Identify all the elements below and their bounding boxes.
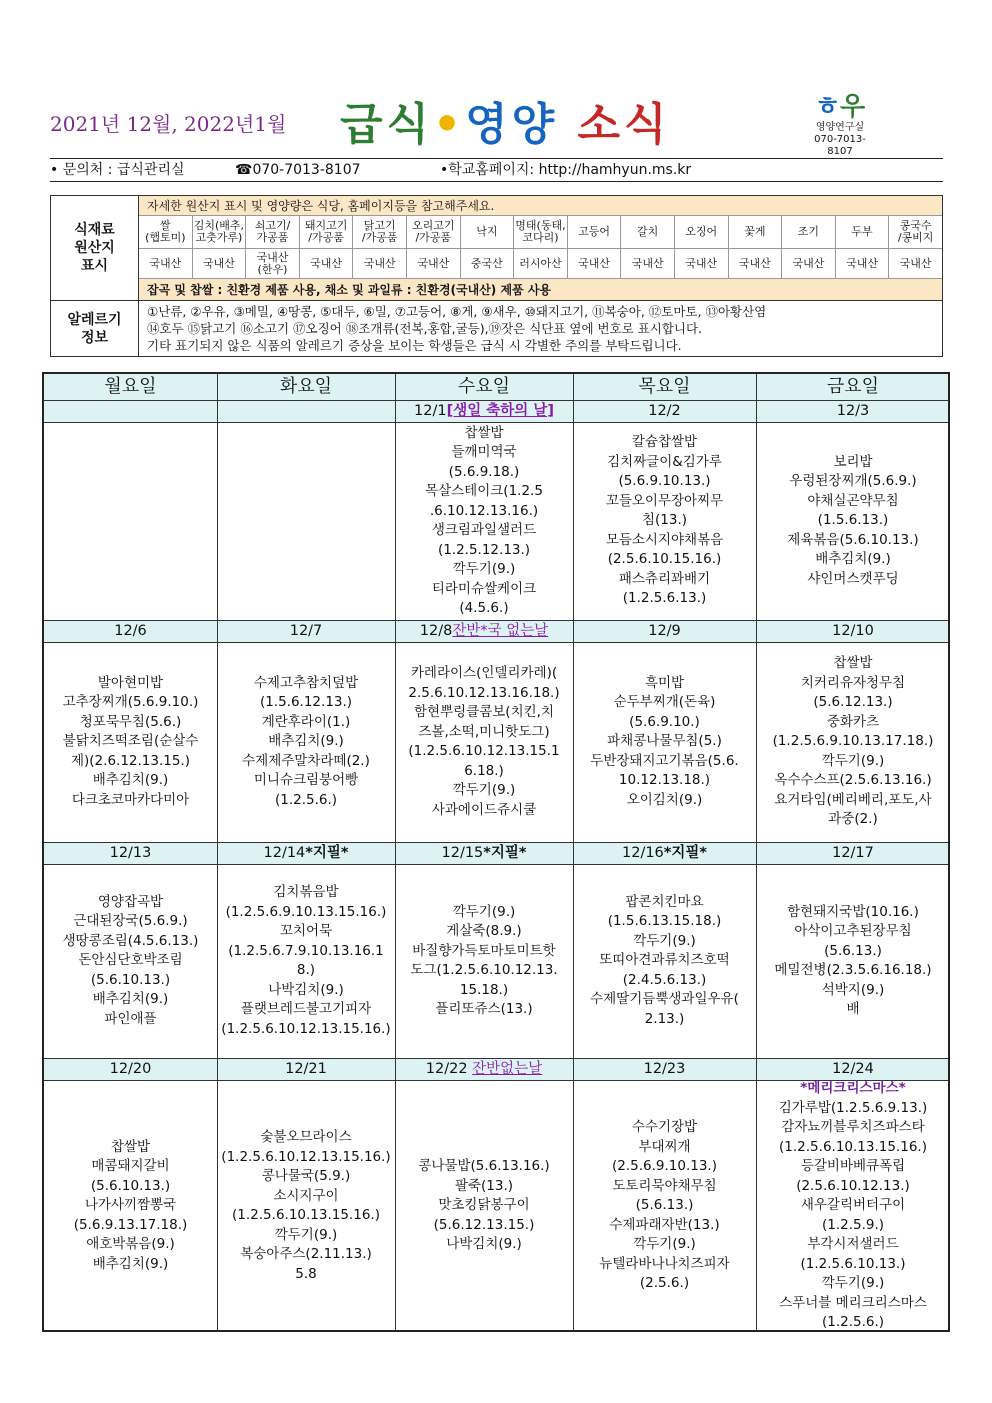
- origin-notice: 자세한 원산지 표시 및 영양량은 식당, 홈페이지등을 참고해주세요.: [139, 196, 942, 216]
- origin-value: 국내산: [675, 249, 729, 279]
- menu-item: (5.6.9.18.): [448, 463, 520, 480]
- origin-value: 국내산: [407, 249, 461, 279]
- menu-item: 15.18.): [459, 981, 509, 998]
- menu-item: (1.5.6.13.): [817, 512, 889, 529]
- weekday-header: 월요일: [104, 376, 157, 397]
- menu-item: 깍두기(9.): [452, 561, 516, 577]
- origin-item: 두부: [836, 216, 890, 249]
- menu-item: (2.5.6.10.12.13.): [796, 1177, 910, 1194]
- menu-item: (1.2.5.6.10.13.15.16.): [232, 1207, 380, 1223]
- menu-item: (2.5.6.9.10.13.): [612, 1158, 717, 1175]
- origin-item: 갈치: [621, 216, 675, 249]
- menu-item: 2.13.): [644, 1010, 685, 1027]
- origin-item: 낙지: [461, 216, 515, 249]
- origin-value: 국내산: [353, 249, 407, 279]
- contact-bar: [50, 158, 943, 182]
- menu-item: 깍두기(9.): [633, 1236, 696, 1253]
- menu-item: (2.5.6.10.15.16.): [607, 551, 722, 568]
- event-note: *지필*: [483, 845, 527, 861]
- origin-item: 조기: [782, 216, 836, 249]
- menu-item: 배추김치(9.): [815, 551, 891, 568]
- menu-item: 샤인머스캣푸딩: [807, 570, 899, 587]
- origin-allergy-box: [50, 195, 943, 357]
- menu-item: 배추김치(9.): [268, 733, 344, 750]
- event-note: *메리크리스마스*: [800, 1080, 906, 1097]
- menu-date: 12/3: [836, 403, 870, 419]
- daily-menu: [395, 422, 573, 620]
- origin-note: 잡곡 및 찹쌀 : 친환경 제품 사용, 채소 및 과일류 : 친환경(국내산) 제품 사용: [139, 279, 942, 301]
- menu-item: 플리또쥬스(13.): [435, 1001, 533, 1017]
- menu-item: 깍두기(9.): [452, 903, 516, 920]
- menu-item: (1.2.5.6.): [821, 1314, 885, 1331]
- nutrition-lab-logo: ㅎ우 영양연구실 070-7013-8107: [805, 92, 875, 158]
- origin-item: 돼지고기 /가공품: [300, 216, 354, 249]
- menu-item: 배추김치(9.): [92, 991, 169, 1008]
- menu-date: 12/13: [109, 845, 152, 861]
- menu-item: 깍두기(9.): [274, 1226, 338, 1243]
- menu-item: 배: [846, 1001, 860, 1017]
- origin-label: 식재료 원산지 표시: [51, 196, 139, 301]
- menu-date: 12/14*지필*: [263, 845, 349, 861]
- weekday-header: 금요일: [826, 376, 880, 397]
- menu-item: (1.2.5.6.10.13.): [800, 1255, 906, 1272]
- menu-item: (1.2.5.6.13.): [622, 590, 707, 607]
- menu-item: 티라미슈쌀케이크: [431, 580, 537, 597]
- menu-item: 도그(1.2.5.6.10.12.13.: [410, 962, 558, 978]
- menu-item: 보리밥: [833, 453, 873, 470]
- menu-item: 과중(2.): [828, 811, 878, 828]
- menu-item: 스푸너블 메리크리스마스: [779, 1294, 927, 1311]
- daily-menu: [573, 422, 756, 620]
- menu-item: 계란후라이(1.): [261, 713, 351, 730]
- menu-date: 12/9: [648, 623, 681, 639]
- menu-item: (1.2.5.12.13.): [437, 541, 531, 558]
- menu-date: 12/24: [832, 1061, 874, 1077]
- menu-item: (1.5.6.13.15.18.): [607, 913, 722, 930]
- origin-value: 국내산: [782, 249, 836, 279]
- daily-menu: [395, 864, 573, 1058]
- menu-item: 꼬치어묵: [279, 923, 333, 939]
- menu-item: 숯불오므라이스: [260, 1129, 352, 1145]
- menu-item: 파인애플: [104, 1010, 157, 1027]
- menu-date: 12/7: [289, 623, 323, 639]
- menu-item: 맛초킹닭봉구이: [438, 1197, 530, 1214]
- menu-item: 수수기장밥: [631, 1119, 698, 1136]
- menu-item: (1.2.5.6.9.10.13.17.18.): [772, 733, 934, 750]
- menu-item: (4.5.6.): [459, 600, 509, 616]
- daily-menu: [395, 1080, 573, 1332]
- origin-value: 국내산: [889, 249, 942, 279]
- menu-item: (5.6.12.13.15.): [433, 1216, 535, 1233]
- menu-date: 12/21: [285, 1061, 327, 1077]
- newsletter-date: 2021년 12월, 2022년1월: [50, 112, 287, 136]
- menu-item: 깍두기(9.): [633, 932, 696, 949]
- origin-value: 중국산: [461, 249, 515, 279]
- menu-item: 야채실곤약무침: [807, 492, 899, 509]
- origin-item: 닭고기 /가공품: [353, 216, 407, 249]
- menu-item: 2.5.6.10.12.13.16.18.): [408, 684, 560, 701]
- daily-menu: [217, 864, 395, 1058]
- origin-item: 오징어: [675, 216, 729, 249]
- menu-item: 파채콩나물무침(5.): [607, 733, 722, 750]
- origin-value: 국내산: [836, 249, 890, 279]
- origin-value: 국내산: [193, 249, 247, 279]
- daily-menu: [756, 1080, 950, 1332]
- menu-item: (1.5.6.12.13.): [259, 694, 353, 711]
- menu-item: 함현돼지국밥(10.16.): [787, 903, 919, 920]
- menu-item: 다크초코마카다미아: [71, 791, 190, 808]
- allergy-line: ①난류, ②우유, ③메밀, ④땅콩, ⑤대두, ⑥밀, ⑦고등어, ⑧게, ⑨새우, ⑩돼지고기, ⑪복숭아, ⑫토마토, ⑬아황산염: [147, 304, 767, 319]
- menu-item: 제)(2.6.12.13.15.): [70, 752, 190, 769]
- menu-item: 모듬소시지야채볶음: [605, 531, 724, 548]
- event-note: [생일 축하의 날]: [446, 403, 554, 419]
- origin-value: 국내산: [621, 249, 675, 279]
- daily-menu: [44, 864, 217, 1058]
- menu-item: 불닭치즈떡조림(순살수: [62, 733, 199, 750]
- menu-item: 8.): [296, 962, 316, 978]
- menu-item: 콩나물밥(5.6.13.16.): [418, 1158, 550, 1175]
- menu-item: 돈안심단호박조림: [78, 952, 183, 969]
- menu-item: (5.6.9.10.13.): [618, 473, 711, 490]
- menu-item: 찹쌀밥: [464, 424, 504, 441]
- menu-item: (2.4.5.6.13.): [622, 971, 707, 988]
- origin-value: 국내산: [568, 249, 622, 279]
- menu-item: 깍두기(9.): [452, 782, 516, 798]
- menu-item: 복숭아주스(2.11.13.): [240, 1246, 372, 1262]
- origin-values-row: [139, 249, 942, 279]
- newsletter-title: 급식•영양 소식: [340, 99, 671, 150]
- logo-phone: 070-7013-8107: [814, 134, 866, 157]
- menu-item: 석박지(9.): [821, 981, 885, 998]
- menu-item: 사과에이드쥬시쿨: [431, 801, 537, 818]
- event-note: *지필*: [305, 845, 349, 861]
- origin-item: 콩국수 /콩비지: [889, 216, 942, 249]
- column-divider: [395, 374, 396, 1330]
- menu-item: 소시지구이: [273, 1187, 339, 1204]
- menu-item: (5.6.12.13.): [813, 694, 893, 711]
- daily-menu: [44, 422, 217, 620]
- menu-item: (1.2.5.6.10.12.13.15.16.): [221, 1020, 391, 1037]
- daily-menu: [756, 642, 950, 842]
- origin-item: 쇠고기/ 가공품: [246, 216, 300, 249]
- menu-item: (1.2.5.6.10.13.15.16.): [779, 1138, 927, 1155]
- menu-item: 김가루밥(1.2.5.6.9.13.): [778, 1099, 928, 1116]
- menu-item: 찹쌀밥: [110, 1138, 151, 1155]
- menu-item: 침(13.): [641, 512, 688, 529]
- menu-date: 12/20: [109, 1061, 152, 1077]
- origin-value: 국내산: [139, 249, 193, 279]
- menu-item: 콩나물국(5.9.): [261, 1168, 351, 1184]
- menu-item: 부대찌개: [638, 1138, 691, 1155]
- menu-date: 12/10: [832, 623, 874, 639]
- menu-item: 배추김치(9.): [92, 772, 169, 789]
- menu-item: (1.2.5.6.7.9.10.13.16.1: [228, 942, 384, 959]
- menu-item: 나박김치(9.): [268, 981, 344, 998]
- daily-menu: [573, 642, 756, 842]
- menu-item: 등갈비바베큐폭립: [800, 1158, 906, 1175]
- menu-item: 6.18.): [464, 762, 504, 779]
- menu-item: 새우갈릭버터구이: [800, 1197, 906, 1214]
- menu-item: 꼬들오이무장아찌무: [605, 492, 724, 509]
- menu-item: (5.6.9.13.17.18.): [73, 1216, 188, 1233]
- menu-item: 뉴텔라바나나치즈피자: [599, 1255, 730, 1272]
- homepage-link[interactable]: •학교홈페이지: http://hamhyun.ms.kr: [440, 162, 692, 178]
- allergy-info: [147, 303, 766, 354]
- menu-item: 깍두기(9.): [821, 752, 885, 769]
- menu-item: 게살죽(8.9.): [446, 923, 522, 939]
- menu-item: 김치볶음밥: [273, 884, 339, 900]
- weekday-header: 화요일: [279, 376, 333, 397]
- menu-item: (5.6.13.): [824, 942, 882, 959]
- menu-item: 옥수수스프(2.5.6.13.16.): [774, 772, 932, 789]
- menu-item: (2.5.6.): [639, 1275, 690, 1292]
- menu-date: 12/6: [114, 623, 147, 639]
- origin-value: 국내산: [300, 249, 354, 279]
- menu-item: 청포묵무침(5.6.): [79, 713, 182, 730]
- origin-value: 국내산: [729, 249, 783, 279]
- menu-item: 목살스테이크(1.2.5: [425, 483, 543, 499]
- menu-date: 12/1[생일 축하의 날]: [414, 403, 554, 419]
- event-note: 잔반없는날: [472, 1061, 543, 1077]
- menu-item: 도토리묵야채무침: [612, 1177, 717, 1194]
- daily-menu: [756, 422, 950, 620]
- menu-item: 수제제주말차라떼(2.): [242, 752, 370, 769]
- menu-item: 순두부찌개(돈육): [613, 694, 716, 711]
- daily-menu: [756, 864, 950, 1058]
- allergy-line: 기타 표기되지 않은 식품의 알레르기 증상을 보이는 학생들은 급식 시 각별한 주의를 부탁드립니다.: [147, 338, 682, 353]
- menu-item: 고추장찌개(5.6.9.10.): [62, 694, 199, 711]
- origin-item: 쌀 (햅토미): [139, 216, 193, 249]
- menu-item: (5.6.9.10.): [629, 713, 700, 730]
- weekday-header: 목요일: [638, 376, 691, 397]
- menu-item: 10.12.13.18.): [618, 772, 711, 789]
- menu-date: 12/15*지필*: [441, 845, 527, 861]
- menu-item: 아삭이고추된장무침: [794, 923, 912, 939]
- weekly-menu-table: [42, 372, 950, 1332]
- menu-item: 카레라이스(인델리카레)(: [410, 665, 558, 681]
- daily-menu: [217, 422, 395, 620]
- daily-menu: [573, 864, 756, 1058]
- daily-menu: [395, 642, 573, 842]
- allergy-label: 알레르기 정보: [51, 301, 139, 356]
- menu-item: 바질향가득토마토미트핫: [412, 942, 556, 959]
- menu-item: 애호박볶음(9.): [86, 1236, 175, 1253]
- menu-date: 12/22 잔반없는날: [425, 1061, 543, 1077]
- daily-menu: [217, 1080, 395, 1332]
- menu-item: (1.2.5.6.10.12.13.15.1: [408, 743, 560, 759]
- origin-item: 고등어: [568, 216, 622, 249]
- menu-item: (1.2.5.6.9.10.13.15.16.): [225, 903, 387, 920]
- origin-item: 김치(배추, 고춧가루): [193, 216, 247, 249]
- menu-item: (5.6.10.13.): [90, 971, 171, 988]
- origin-item: 명태(동태, 코다리): [514, 216, 568, 249]
- menu-item: 생크림과일샐러드: [431, 522, 537, 538]
- menu-item: 근대된장국(5.6.9.): [73, 913, 188, 930]
- menu-item: (1.2.5.9.): [821, 1216, 885, 1233]
- menu-item: 나가사끼짬뽕국: [84, 1197, 177, 1214]
- menu-date: 12/2: [648, 403, 681, 419]
- event-note: *지필*: [663, 845, 707, 861]
- origin-item: 꽃게: [729, 216, 783, 249]
- menu-item: 감자뇨끼블루치즈파스타: [781, 1119, 925, 1136]
- menu-item: (1.2.5.6.10.12.13.15.16.): [221, 1148, 391, 1165]
- menu-item: 메밀전병(2.3.5.6.16.18.): [774, 962, 932, 978]
- weekday-header: 수요일: [457, 376, 511, 397]
- daily-menu: [44, 1080, 217, 1332]
- menu-item: 생땅콩조림(4.5.6.13.): [62, 932, 199, 949]
- menu-item: 팔죽(13.): [454, 1177, 514, 1194]
- menu-item: 칼슘찹쌀밥: [631, 434, 698, 451]
- menu-date: 12/23: [643, 1061, 686, 1077]
- menu-item: 흑미밥: [644, 674, 685, 691]
- menu-item: 들깨미역국: [451, 444, 517, 460]
- menu-item: (5.6.10.13.): [90, 1177, 171, 1194]
- menu-item: 매콤돼지갈비: [91, 1158, 170, 1175]
- origin-value: 국내산 (한우): [246, 249, 300, 279]
- menu-item: 깍두기(9.): [821, 1275, 885, 1292]
- menu-item: (1.2.5.6.): [274, 791, 338, 808]
- inquiry-text: • 문의처 : 급식관리실: [50, 162, 185, 178]
- menu-item: 함현뿌링클콤보(치킨,치: [414, 704, 554, 720]
- menu-item: 중화카츠: [826, 713, 880, 730]
- menu-date: 12/16*지필*: [622, 845, 707, 861]
- daily-menu: [44, 642, 217, 842]
- event-note: 잔반*국 없는날: [452, 623, 549, 639]
- phone-text: ☎070-7013-8107: [235, 162, 361, 178]
- menu-item: 두반장돼지고기볶음(5.6.: [590, 752, 739, 769]
- origin-item: 오리고기 /가공품: [407, 216, 461, 249]
- origin-value: 러시아산: [514, 249, 568, 279]
- allergy-line: ⑭호두 ⑮닭고기 ⑯소고기 ⑰오징어 ⑱조개류(전복,홍합,굴등),⑲잣은 식단표 옆에 번호로 표시합니다.: [147, 321, 703, 336]
- menu-item: 영양잡곡밥: [97, 893, 164, 910]
- daily-menu: [217, 642, 395, 842]
- menu-item: 5.8: [295, 1265, 317, 1282]
- menu-item: 치커리유자청무침: [800, 674, 906, 691]
- menu-item: 나박김치(9.): [446, 1236, 522, 1253]
- origin-items-row: [139, 216, 942, 249]
- menu-item: .6.10.12.13.16.): [429, 502, 539, 519]
- menu-item: 수제딸기듬뿍생과일우유(: [590, 991, 739, 1008]
- menu-item: 배추김치(9.): [92, 1255, 169, 1272]
- column-divider: [756, 374, 757, 1330]
- daily-menu: [573, 1080, 756, 1332]
- menu-item: 또띠아견과류치즈호떡: [599, 952, 730, 969]
- menu-item: 부각시저샐러드: [807, 1236, 899, 1253]
- menu-item: 제육볶음(5.6.10.13.): [787, 531, 919, 548]
- menu-item: 플랫브레드불고기피자: [240, 1001, 372, 1017]
- menu-item: (5.6.13.): [635, 1197, 694, 1214]
- menu-item: 패스츄리꽈배기: [618, 570, 711, 587]
- menu-item: 즈볼,소떡,미니핫도그): [418, 723, 550, 740]
- menu-item: 미니슈크림붕어빵: [253, 772, 359, 789]
- column-divider: [573, 374, 574, 1330]
- menu-item: 김치짜글이&김가루: [607, 453, 722, 470]
- menu-date: 12/8잔반*국 없는날: [419, 623, 549, 639]
- menu-item: 우렁된장찌개(5.6.9.): [789, 473, 917, 490]
- menu-item: 오이김치(9.): [626, 791, 703, 808]
- column-divider: [217, 374, 218, 1330]
- menu-item: 수제고추참치덮밥: [253, 674, 359, 691]
- menu-item: 찹쌀밥: [833, 655, 873, 672]
- menu-item: 팝콘치킨마요: [625, 893, 704, 910]
- menu-item: 발아현미밥: [97, 674, 164, 691]
- menu-date: 12/17: [832, 845, 874, 861]
- menu-item: 수제파래자반(13.): [609, 1216, 720, 1233]
- menu-item: 요거타임(베리베리,포도,사: [774, 791, 932, 808]
- logo-label: 영양연구실: [815, 122, 865, 133]
